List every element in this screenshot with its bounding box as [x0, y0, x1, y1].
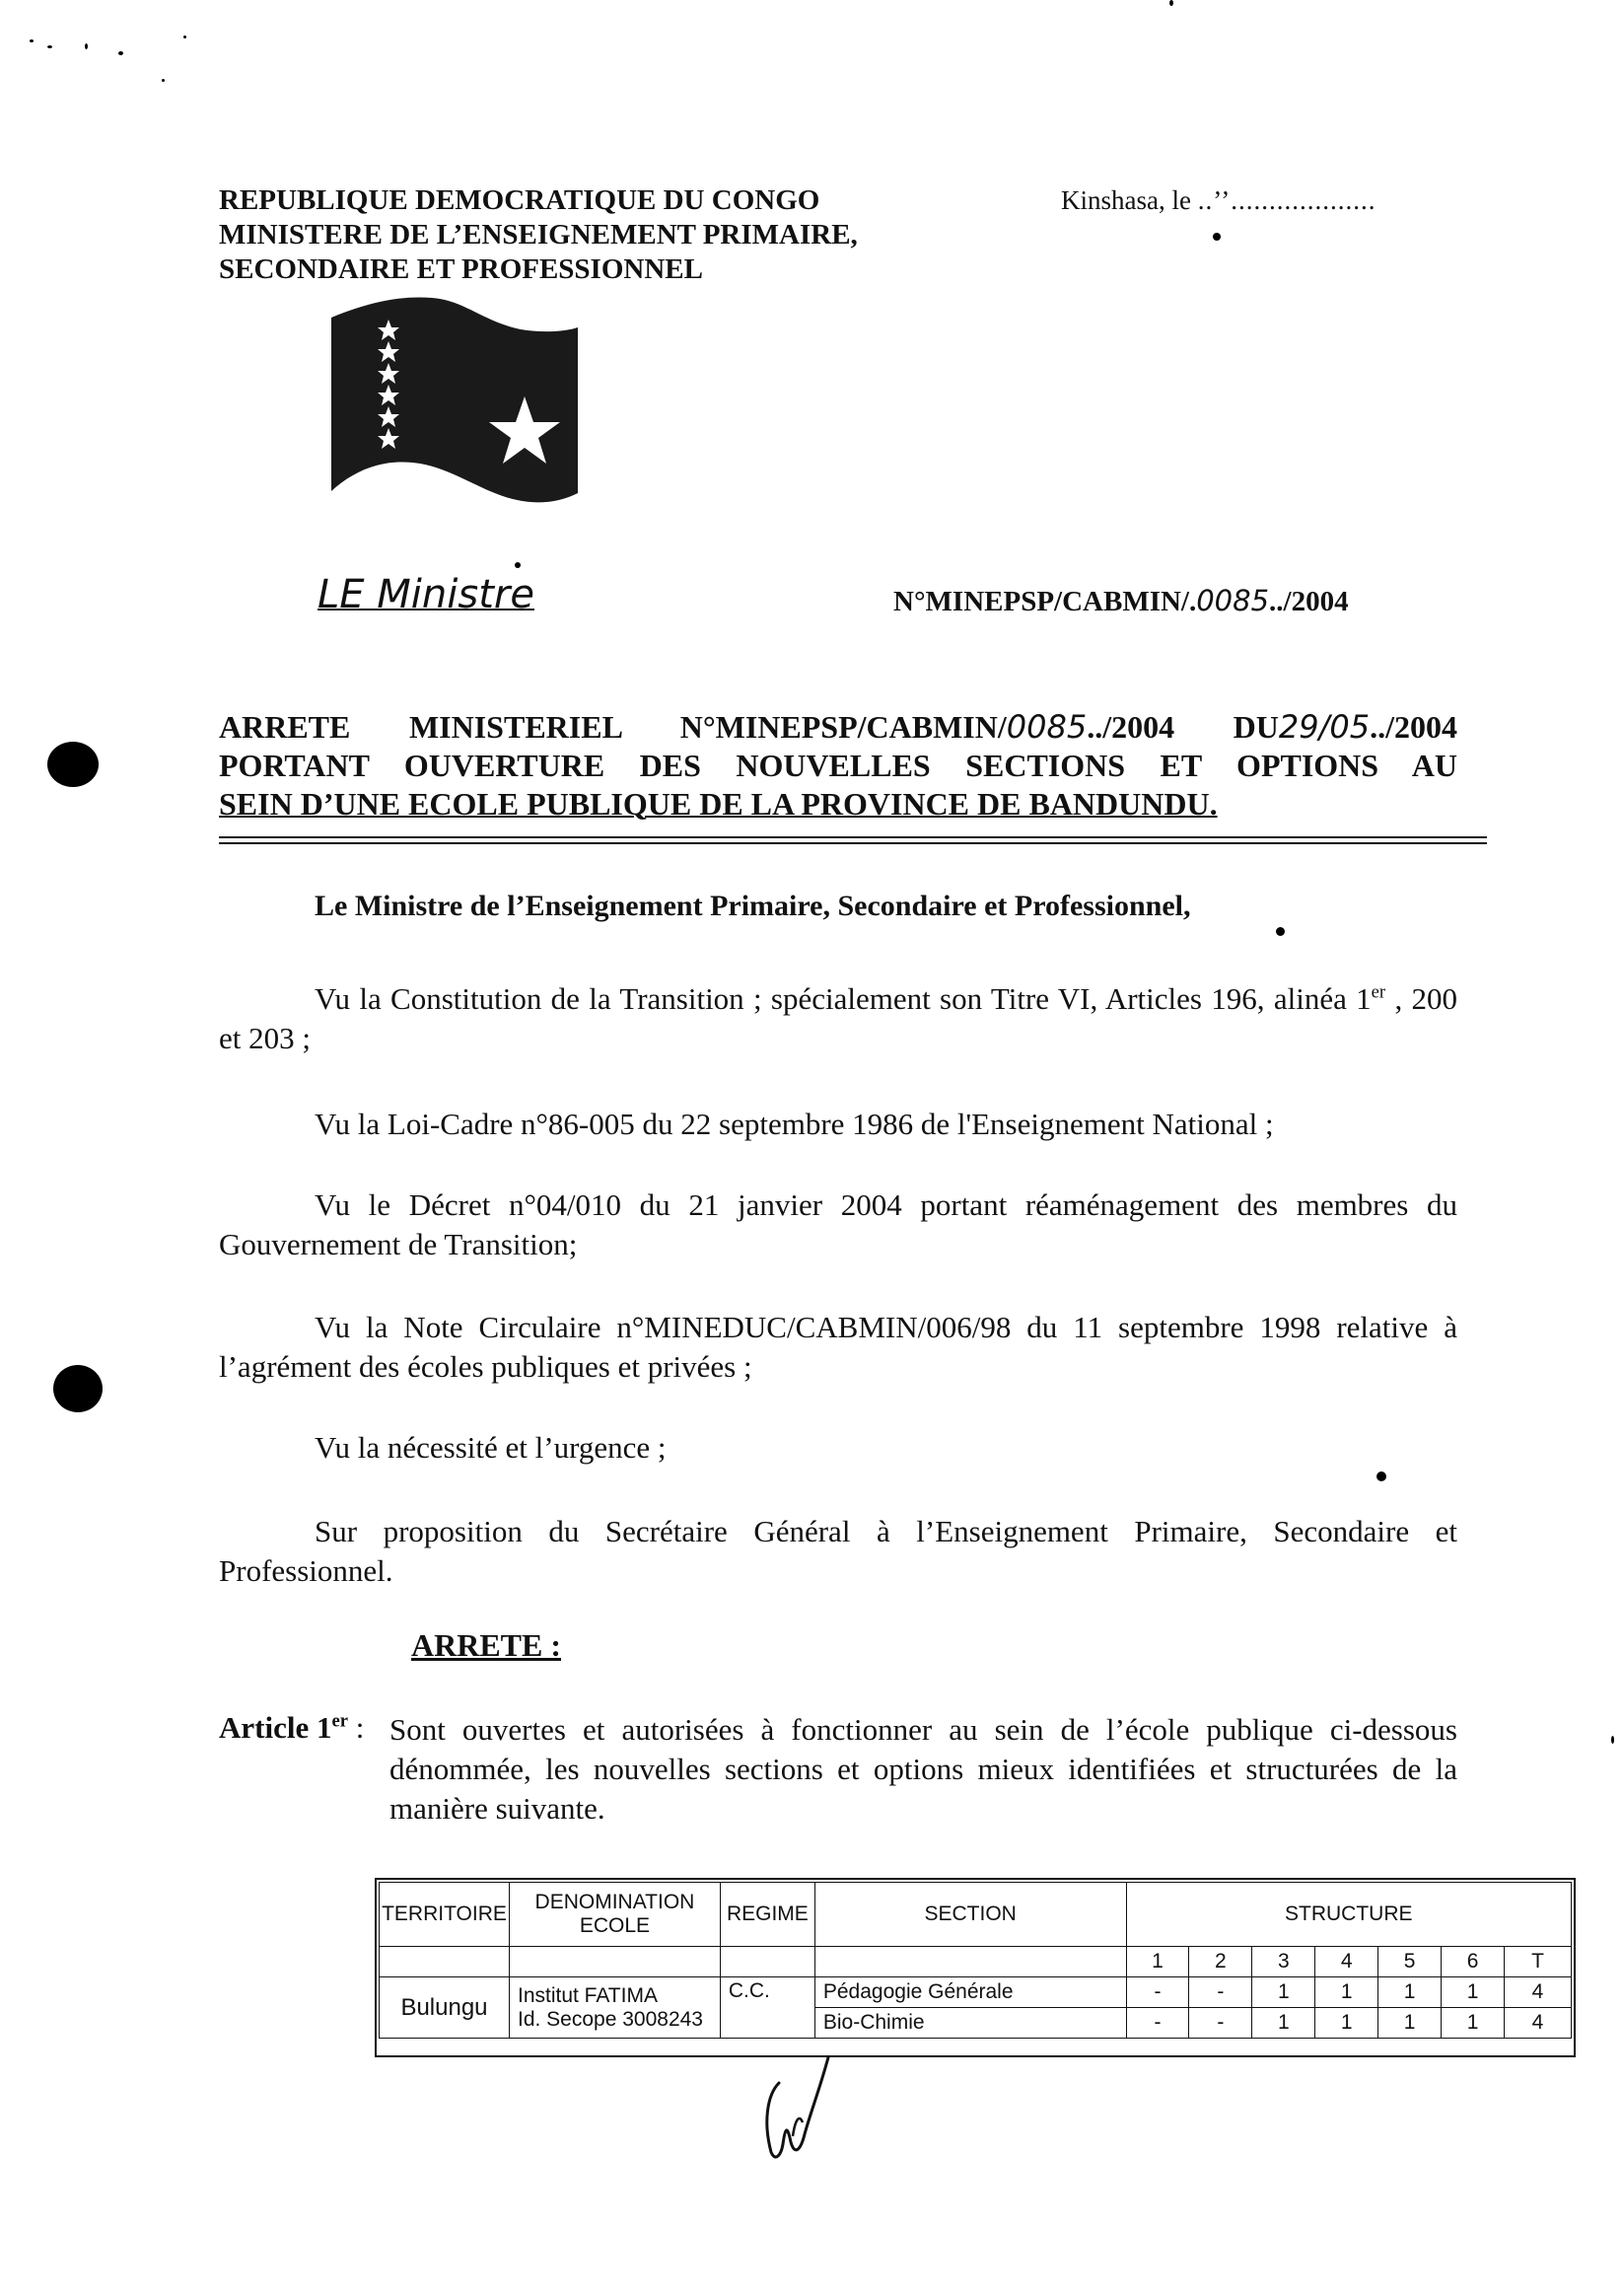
scan-speck	[1611, 1736, 1614, 1744]
structure-col-2: 2	[1189, 1947, 1252, 1977]
flag-graphic	[325, 296, 582, 523]
empty-cell	[814, 1947, 1126, 1977]
scan-speck	[118, 51, 123, 55]
date-fill: ..’’...................	[1197, 185, 1376, 215]
ink-dot	[1376, 1471, 1386, 1481]
header-denomination-line-2: ECOLE	[579, 1914, 651, 1937]
header-territoire: TERRITOIRE	[380, 1883, 510, 1947]
header-regime: REGIME	[720, 1883, 814, 1947]
article-label-text: Article 1	[219, 1710, 332, 1745]
structure-table	[379, 1882, 1572, 2039]
vu-loi-cadre-text: Vu la Loi-Cadre n°86-005 du 22 septembre 1986 de l'Enseignement National ;	[315, 1107, 1274, 1141]
cell-value: 1	[1442, 2008, 1505, 2039]
header-structure: STRUCTURE	[1126, 1883, 1572, 1947]
scan-speck	[183, 36, 186, 38]
article-text: Sont ouvertes et autorisées à fonctionner au sein de l’école publique ci-dessous dénommée, les nouvelles sections et options mieux identifiées et structurées de la manière suivante.	[389, 1712, 1457, 1826]
empty-cell	[380, 1947, 510, 1977]
title-line-1-end: ../2004	[1370, 709, 1457, 745]
vu-decret-text: Vu le Décret n°04/010 du 21 janvier 2004 portant réaménagement des membres du Gouvernement de Transition;	[219, 1187, 1457, 1261]
article-label	[219, 1710, 364, 1746]
punch-hole	[47, 742, 99, 787]
cell-total: 4	[1505, 1977, 1572, 2008]
cell-value: 1	[1442, 1977, 1505, 2008]
vu-necessite-text: Vu la nécessité et l’urgence ;	[315, 1430, 667, 1465]
structure-col-3: 3	[1252, 1947, 1315, 1977]
handwritten-signature	[749, 2053, 858, 2177]
letterhead	[219, 183, 858, 287]
vu-constitution-text: Vu la Constitution de la Transition ; spécialement son Titre VI, Articles 196, alinéa 1	[315, 981, 1372, 1016]
vu-constitution	[219, 979, 1457, 1058]
empty-cell	[720, 1947, 814, 1977]
scan-speck	[162, 79, 165, 82]
signature-graphic	[749, 2053, 858, 2172]
empty-cell	[509, 1947, 720, 1977]
cell-value: 1	[1378, 1977, 1442, 2008]
cell-value: -	[1126, 2008, 1189, 2039]
decree-number-handwritten: 0085	[1196, 584, 1270, 617]
cell-value: 1	[1252, 1977, 1315, 2008]
drc-flag-icon	[325, 296, 582, 528]
table-row	[380, 1977, 1572, 2008]
minister-title: LE Ministre	[318, 572, 534, 617]
ink-dot	[515, 562, 521, 568]
vu-necessite	[219, 1428, 1457, 1468]
sur-proposition-text: Sur proposition du Secrétaire Général à l’Enseignement Primaire, Secondaire et Professionnel.	[219, 1514, 1457, 1588]
header-denomination-line-1: DENOMINATION	[534, 1891, 695, 1913]
cell-regime: C.C.	[720, 1977, 814, 2039]
cell-value: 1	[1378, 2008, 1442, 2039]
table-subheader-row	[380, 1947, 1572, 1977]
title-line-1-prefix: ARRETE MINISTERIEL N°MINEPSP/CABMIN/	[219, 709, 1007, 745]
cell-ecole-name: Institut FATIMA	[517, 1983, 658, 2007]
minister-line: Le Ministre de l’Enseignement Primaire, Secondaire et Professionnel,	[315, 890, 1191, 922]
vu-note-circulaire	[219, 1308, 1457, 1387]
cell-value: 1	[1315, 2008, 1378, 2039]
vu-constitution-tail: , 200 et 203 ;	[219, 981, 1458, 1055]
article-colon: :	[347, 1710, 365, 1745]
header-section: SECTION	[814, 1883, 1126, 1947]
structure-col-4: 4	[1315, 1947, 1378, 1977]
scan-speck	[47, 45, 52, 48]
title-line-3: SEIN D’UNE ECOLE PUBLIQUE DE LA PROVINCE DE BANDUNDU.	[219, 786, 1218, 822]
decree-number-suffix: ../2004	[1269, 586, 1349, 617]
structure-col-6: 6	[1442, 1947, 1505, 1977]
cell-value: 1	[1252, 2008, 1315, 2039]
scan-speck	[85, 43, 88, 49]
scan-speck	[1169, 0, 1173, 6]
header-denomination	[509, 1883, 720, 1947]
ink-dot	[1276, 927, 1285, 936]
cell-total: 4	[1505, 2008, 1572, 2039]
vu-decret	[219, 1185, 1457, 1264]
letterhead-line-3: SECONDAIRE ET PROFESSIONNEL	[219, 253, 703, 285]
scan-speck	[30, 39, 34, 42]
cell-section: Bio-Chimie	[814, 2008, 1126, 2039]
structure-col-total: T	[1505, 1947, 1572, 1977]
cell-value: -	[1189, 1977, 1252, 2008]
title-handwritten-number: 0085	[1006, 708, 1088, 746]
cell-territoire: Bulungu	[380, 1977, 510, 2039]
place-date-label: Kinshasa, le	[1061, 185, 1191, 215]
sur-proposition	[219, 1512, 1457, 1591]
cell-value: -	[1126, 1977, 1189, 2008]
title-rule-1	[219, 836, 1487, 838]
cell-value: -	[1189, 2008, 1252, 2039]
decree-title	[219, 708, 1457, 824]
title-line-2: PORTANT OUVERTURE DES NOUVELLES SECTIONS ET OPTIONS AU	[219, 748, 1457, 783]
place-date	[1061, 185, 1376, 216]
decree-number	[893, 584, 1349, 618]
arrete-heading: ARRETE :	[411, 1627, 562, 1663]
vu-loi-cadre	[219, 1105, 1457, 1144]
vu-note-circulaire-text: Vu la Note Circulaire n°MINEDUC/CABMIN/006/98 du 11 septembre 1998 relative à l’agrément des écoles publiques et privées ;	[219, 1310, 1457, 1384]
decree-number-prefix: N°MINEPSP/CABMIN/.	[893, 586, 1197, 617]
cell-section: Pédagogie Générale	[814, 1977, 1126, 2008]
ink-dot	[1213, 233, 1221, 241]
letterhead-line-2: MINISTERE DE L’ENSEIGNEMENT PRIMAIRE,	[219, 219, 858, 251]
cell-ecole	[509, 1977, 720, 2039]
cell-value: 1	[1315, 1977, 1378, 2008]
cell-ecole-secope: Id. Secope 3008243	[517, 2007, 703, 2031]
title-line-1-mid: ../2004 DU	[1087, 709, 1279, 745]
article-label-sup: er	[331, 1710, 348, 1732]
vu-constitution-sup: er	[1371, 981, 1386, 1003]
structure-col-1: 1	[1126, 1947, 1189, 1977]
structure-col-5: 5	[1378, 1947, 1442, 1977]
punch-hole	[53, 1365, 103, 1412]
title-line-1	[219, 708, 1457, 747]
title-handwritten-date: 29/05	[1278, 708, 1371, 746]
table-header-row	[380, 1883, 1572, 1947]
letterhead-line-1: REPUBLIQUE DEMOCRATIQUE DU CONGO	[219, 184, 820, 216]
title-rule-2	[219, 842, 1487, 844]
